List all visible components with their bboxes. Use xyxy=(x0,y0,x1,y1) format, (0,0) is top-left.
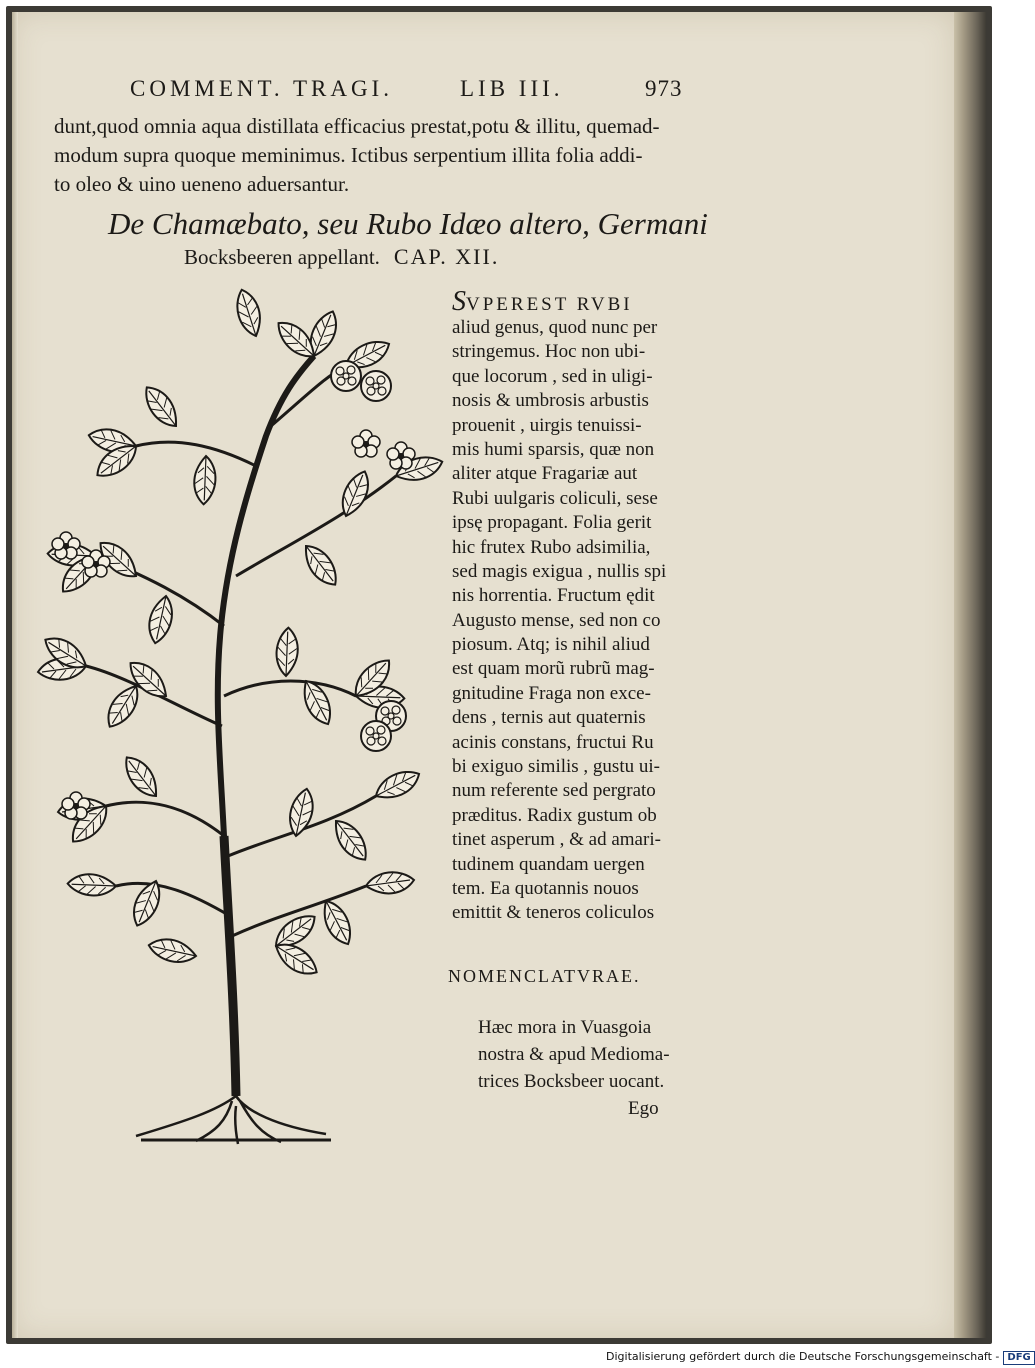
continued-text xyxy=(54,112,674,199)
digitization-footer xyxy=(606,1350,1031,1366)
body-line: sed magis exigua , nullis spi xyxy=(452,560,667,582)
text-line: to oleo & uino ueneno aduersantur. xyxy=(54,172,350,196)
body-line: emittit & teneros coliculos xyxy=(452,902,655,924)
body-line: prouenit , uirgis tenuissi- xyxy=(452,414,642,436)
body-line: tem. Ea quotannis nouos xyxy=(452,877,639,899)
body-line: Rubi uulgaris coliculi, sese xyxy=(452,487,658,509)
body-line: nosis & umbrosis arbustis xyxy=(452,390,649,412)
dfg-logo: DFG xyxy=(1003,1351,1034,1365)
body-line: nis horrentia. Fructum ędit xyxy=(452,585,655,607)
chapter-subtitle-text: Bocksbeeren appellant. xyxy=(184,245,380,269)
body-line: bi exiguo similis , gustu ui- xyxy=(452,756,660,778)
nomenclature-text xyxy=(478,1014,718,1122)
body-line: aliud genus, quod nunc per xyxy=(452,317,658,338)
body-line: aliter atque Fragariæ aut xyxy=(452,463,638,485)
body-line: gnitudine Fraga non exce- xyxy=(452,682,651,704)
chapter-body xyxy=(452,286,712,926)
body-line: acinis constans, fructui Ru xyxy=(452,731,654,753)
nomenclature-heading: NOMENCLATVRAE. xyxy=(448,966,641,986)
page-number: 973 xyxy=(645,76,683,101)
page-gutter xyxy=(12,12,18,1338)
chapter-number: CAP. XII. xyxy=(393,244,500,269)
body-line: tinet asperum , & ad amari- xyxy=(452,829,661,851)
text-line: modum supra quoque meminimus. Ictibus serpentium illita folia addi- xyxy=(54,143,643,167)
body-line: que locorum , sed in uligi- xyxy=(452,365,653,387)
nomenclature-line: trices Bocksbeer uocant. xyxy=(478,1071,665,1092)
first-line xyxy=(452,286,712,317)
running-head xyxy=(130,76,690,108)
nomenclature-line: nostra & apud Medioma- xyxy=(478,1044,670,1065)
page-edge xyxy=(954,12,986,1338)
footer-text: Digitalisierung gefördert durch die Deutsche Forschungsgemeinschaft - xyxy=(606,1350,1000,1363)
body-line: dens , ternis aut quaternis xyxy=(452,707,646,729)
first-line-text: VPEREST RVBI xyxy=(466,294,633,315)
body-line: est quam morũ rubrũ mag- xyxy=(452,658,655,680)
body-line: ipsę propagant. Folia gerit xyxy=(452,512,652,534)
chapter-title: De Chamæbato, seu Rubo Idæo altero, Germani xyxy=(108,206,708,241)
nomenclature-line: Hæc mora in Vuasgoia xyxy=(478,1017,652,1038)
body-line: mis humi sparsis, quæ non xyxy=(452,438,655,460)
body-line: tudinem quandam uergen xyxy=(452,853,645,875)
running-head-title: COMMENT. TRAGI. xyxy=(130,76,393,101)
body-line: num referente sed pergrato xyxy=(452,780,656,802)
body-line: piosum. Atq; is nihil aliud xyxy=(452,634,650,656)
chapter-subtitle xyxy=(184,244,604,270)
body-line: stringemus. Hoc non ubi- xyxy=(452,341,646,363)
plant-woodcut-illustration xyxy=(46,296,432,1146)
body-line: Augusto mense, sed non co xyxy=(452,609,661,631)
body-line: præditus. Radix gustum ob xyxy=(452,804,657,826)
text-line: dunt,quod omnia aqua distillata efficacius prestat,potu & illitu, quemad- xyxy=(54,114,660,138)
nomenclature-line: Ego xyxy=(628,1098,659,1119)
initial-letter: S xyxy=(452,286,466,317)
body-line: hic frutex Rubo adsimilia, xyxy=(452,536,651,558)
running-head-book: LIB III. xyxy=(460,76,564,101)
